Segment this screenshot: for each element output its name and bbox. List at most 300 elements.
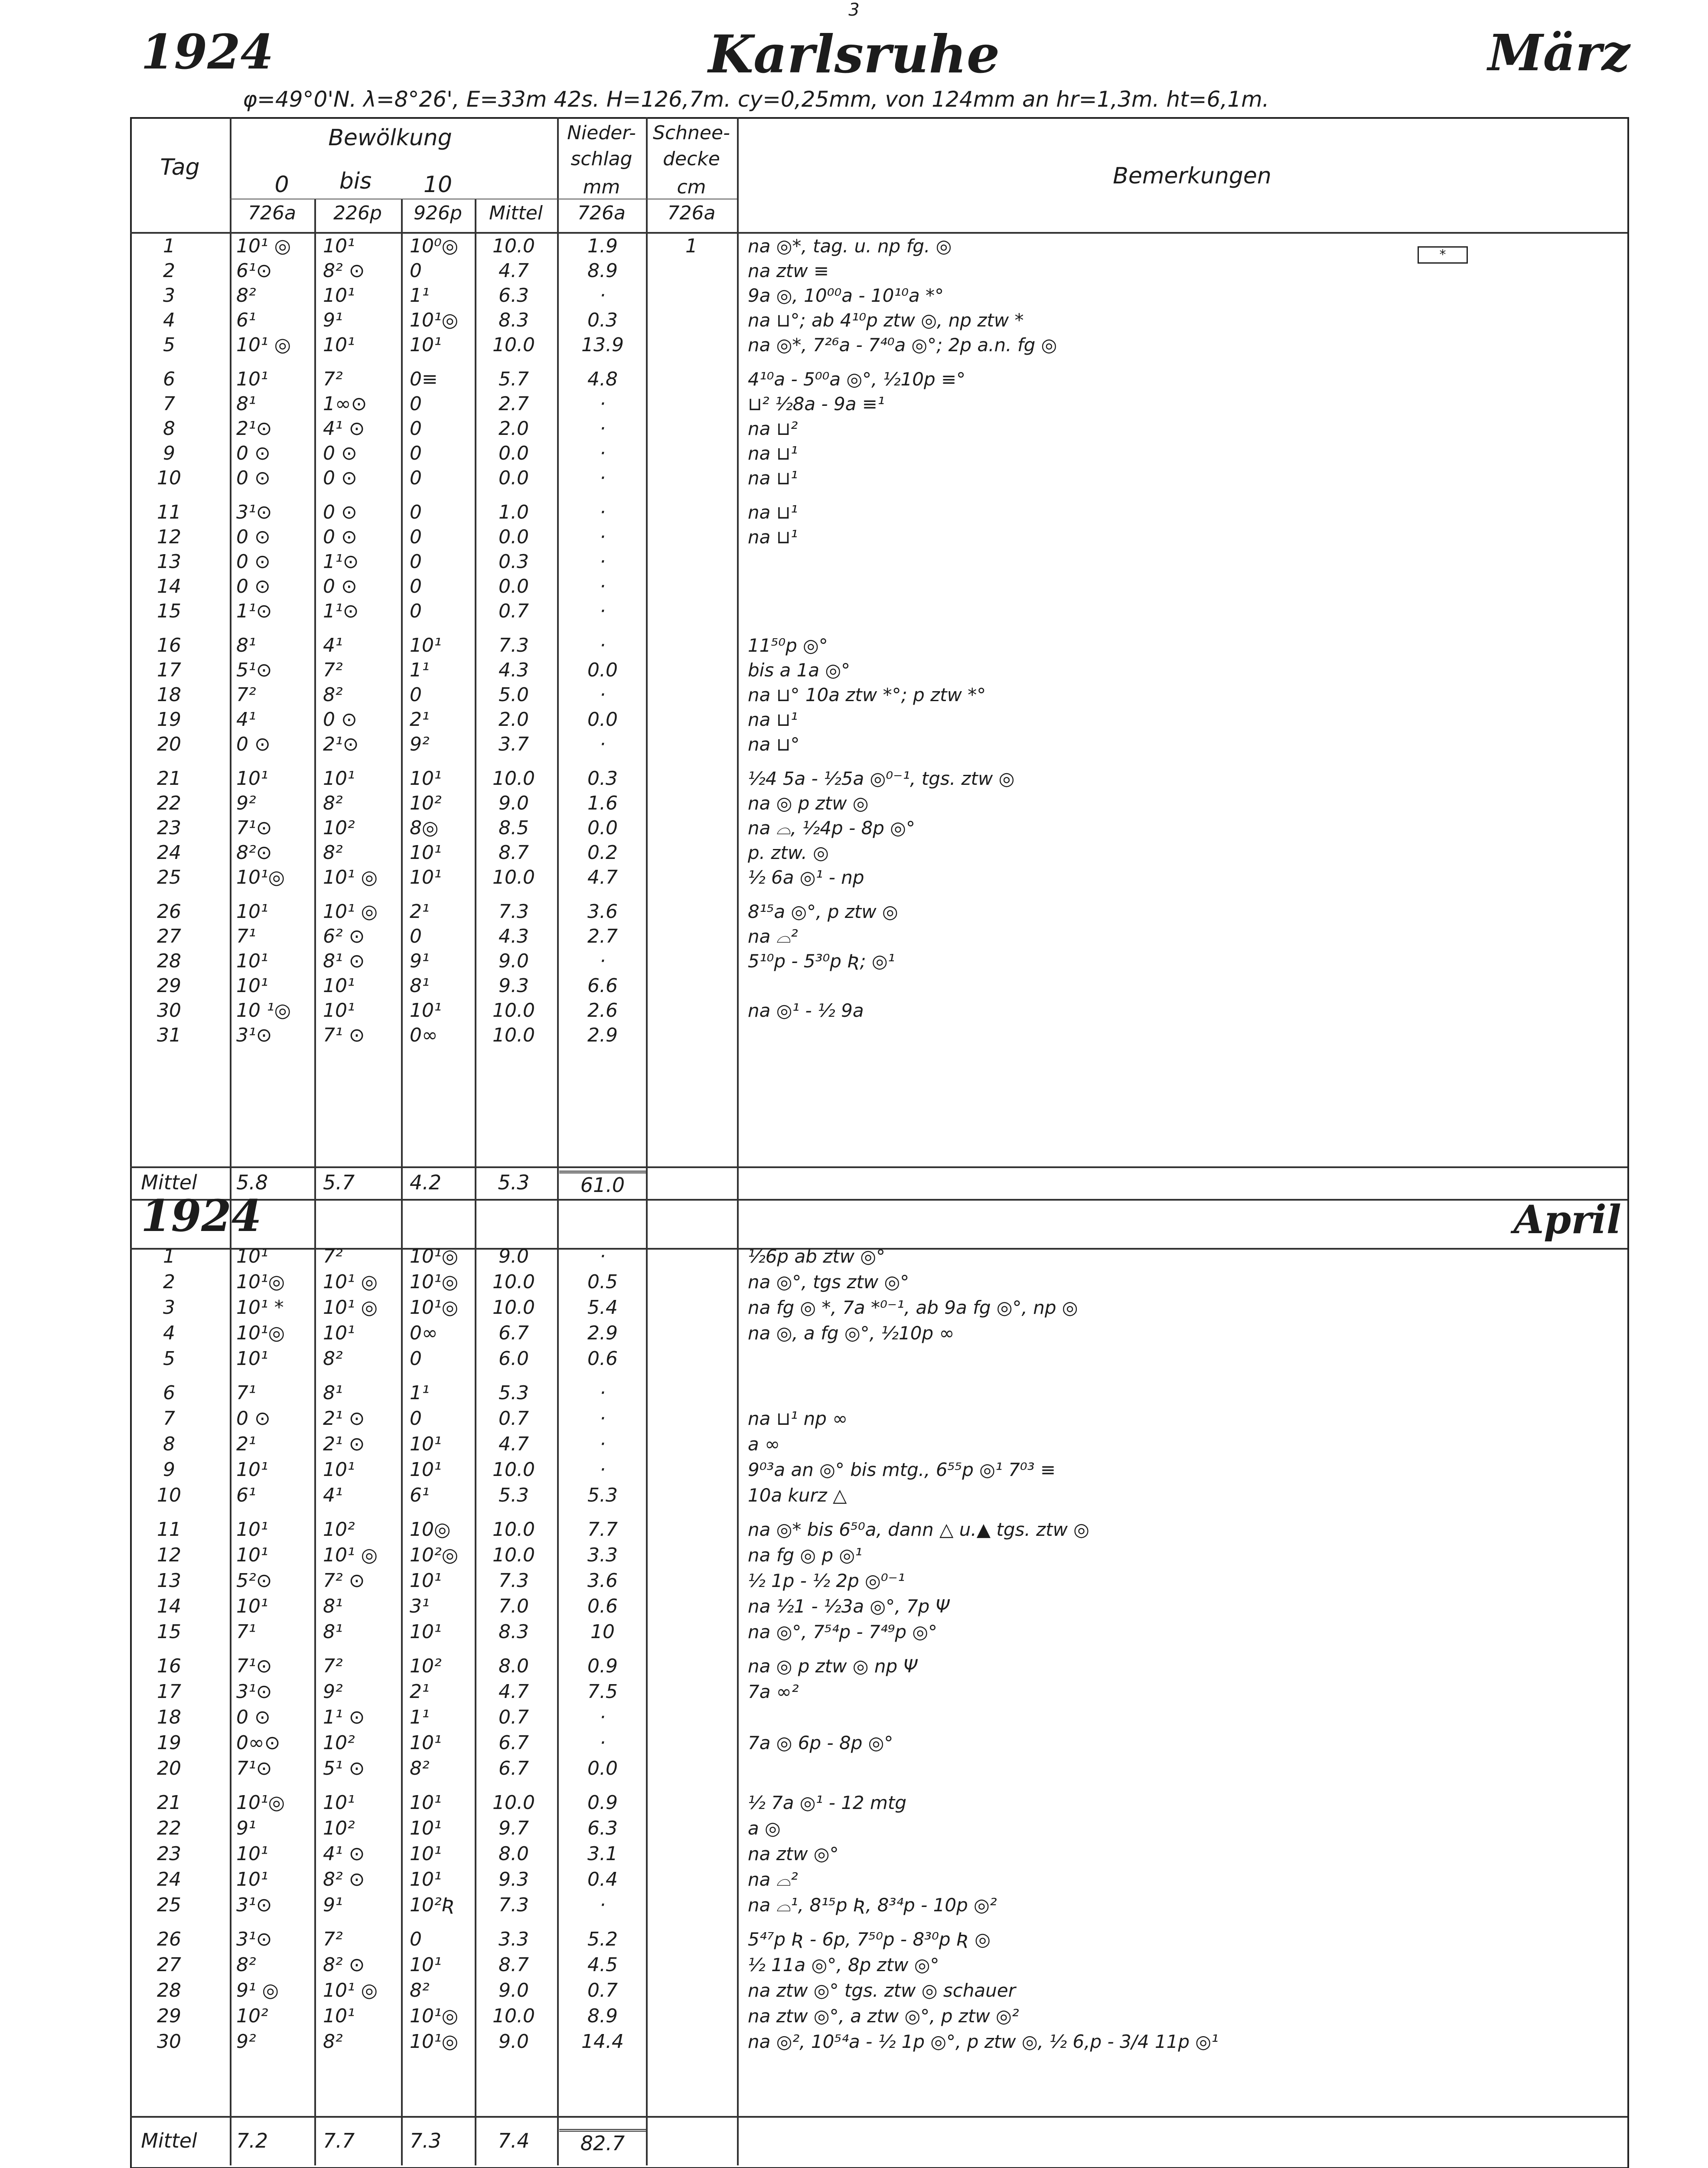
cloud-726a-cell: 7¹⊙	[236, 817, 272, 839]
remarks-cell: ½ 1p - ½ 2p ◎⁰⁻¹	[748, 1570, 905, 1591]
day-cell: 11	[157, 501, 181, 523]
day-cell: 5	[163, 334, 175, 356]
cloud-mean-cell: 4.7	[499, 260, 529, 282]
table-row	[0, 1791, 1708, 1815]
day-cell: 19	[157, 709, 181, 731]
table-row	[0, 1893, 1708, 1917]
day-cell: 23	[157, 817, 181, 839]
cloud-926p-cell: 6¹	[410, 1484, 430, 1506]
precip-cell: ·	[600, 526, 606, 548]
remarks-cell: na ⊔° 10a ztw *°; p ztw *°	[748, 684, 986, 705]
table-row	[0, 949, 1708, 973]
page-number: 3	[848, 0, 860, 20]
remarks-cell: na ⌓¹, 8¹⁵p Ʀ, 8³⁴p - 10p ◎²	[748, 1894, 997, 1916]
cloud-726a-cell: 0 ⊙	[236, 526, 271, 548]
table-row	[0, 2004, 1708, 2028]
table-row	[0, 1023, 1708, 1047]
day-cell: 4	[163, 309, 175, 331]
cloud-926p-cell: 1¹	[410, 1706, 430, 1728]
table-row	[0, 1407, 1708, 1430]
precip-cell: 4.5	[587, 1954, 618, 1976]
cloud-726a-cell: 2¹	[236, 1433, 256, 1455]
cloud-226p-cell: 10¹ ◎	[323, 901, 378, 923]
day-cell: 3	[163, 284, 175, 307]
table-row	[0, 1569, 1708, 1593]
cloud-mean-cell: 9.0	[499, 792, 529, 814]
march-mean-precip: 61.0	[559, 1171, 646, 1197]
cloud-726a-cell: 0∞⊙	[236, 1732, 280, 1754]
header-snow-2: decke	[663, 148, 720, 170]
cloud-mean-cell: 2.7	[499, 393, 529, 415]
remarks-cell: na ◎¹ - ½ 9a	[748, 1000, 864, 1021]
cloud-mean-cell: 0.0	[499, 467, 529, 489]
cloud-926p-cell: 0	[410, 260, 422, 282]
cloud-226p-cell: 7²	[323, 1655, 343, 1677]
table-row	[0, 1705, 1708, 1729]
cloud-226p-cell: 0 ⊙	[323, 442, 357, 464]
march-mean-mean: 5.3	[498, 1171, 530, 1194]
cloud-226p-cell: 4¹	[323, 634, 343, 656]
header-bottom-rule	[130, 232, 1627, 234]
precip-cell: 0.4	[587, 1868, 618, 1890]
march-mean-c2: 5.7	[323, 1171, 355, 1194]
precip-cell: 4.8	[587, 368, 618, 390]
cloud-mean-cell: 10.0	[492, 235, 535, 257]
snow-cell	[648, 841, 735, 865]
table-row	[0, 791, 1708, 815]
precip-cell: 7.7	[587, 1518, 618, 1541]
snow-cell	[648, 333, 735, 357]
day-cell: 21	[157, 1792, 181, 1814]
cloud-726a-cell: 7¹	[236, 1382, 256, 1404]
cloud-926p-cell: 10¹◎	[410, 2005, 459, 2027]
day-cell: 27	[157, 925, 181, 947]
remarks-cell	[748, 1757, 1615, 1780]
cloud-mean-cell: 9.3	[499, 1868, 529, 1890]
cloud-226p-cell: 10¹	[323, 999, 355, 1022]
cloud-926p-cell: 1¹	[410, 284, 430, 307]
cloud-926p-cell: 10¹	[410, 1459, 442, 1481]
table-row	[0, 1347, 1708, 1371]
day-cell: 22	[157, 792, 181, 814]
cloud-mean-cell: 0.3	[499, 551, 529, 573]
remarks-cell: na ztw ◎°	[748, 1843, 839, 1864]
year-heading: 1924	[141, 24, 274, 80]
precip-cell: 5.2	[587, 1928, 618, 1950]
april-mean-c2: 7.7	[323, 2129, 355, 2152]
remarks-cell: ½ 7a ◎¹ - 12 mtg	[748, 1792, 907, 1813]
table-row	[0, 599, 1708, 623]
table-row	[0, 1321, 1708, 1345]
day-cell: 29	[157, 2005, 181, 2027]
cloud-mean-cell: 3.3	[499, 1928, 529, 1950]
precip-cell: 0.6	[587, 1348, 618, 1370]
cloud-226p-cell: 7¹ ⊙	[323, 1024, 365, 1046]
cloud-mean-cell: 5.0	[499, 684, 529, 706]
day-cell: 1	[163, 235, 175, 257]
cloud-mean-cell: 10.0	[492, 1024, 535, 1046]
cloud-mean-cell: 2.0	[499, 709, 529, 731]
cloud-926p-cell: 0∞	[410, 1322, 438, 1344]
cloud-226p-cell: 0 ⊙	[323, 709, 357, 731]
april-mean-precip: 82.7	[559, 2129, 646, 2155]
snow-cell	[648, 999, 735, 1022]
table-row	[0, 575, 1708, 598]
precip-cell: ·	[600, 1245, 606, 1267]
table-row	[0, 1654, 1708, 1678]
cloud-226p-cell: 10²	[323, 817, 355, 839]
cloud-926p-cell: 10¹	[410, 866, 442, 888]
cloud-226p-cell: 8²	[323, 2031, 343, 2053]
cloud-726a-cell: 5¹⊙	[236, 659, 272, 681]
snow-cell	[648, 924, 735, 948]
header-precip-time: 726a	[577, 202, 626, 224]
cloud-926p-cell: 2¹	[410, 1681, 430, 1703]
cloud-mean-cell: 10.0	[492, 1792, 535, 1814]
cloud-726a-cell: 10¹ *	[236, 1296, 284, 1319]
day-cell: 14	[157, 1595, 181, 1617]
cloud-926p-cell: 1¹	[410, 659, 430, 681]
table-row	[0, 284, 1708, 307]
table-row	[0, 308, 1708, 332]
table-row	[0, 550, 1708, 574]
cloud-726a-cell: 1¹⊙	[236, 600, 272, 622]
cloud-926p-cell: 10¹◎	[410, 1245, 459, 1267]
cloud-726a-cell: 8¹	[236, 393, 256, 415]
day-cell: 16	[157, 1655, 181, 1677]
precip-cell: 2.9	[587, 1024, 618, 1046]
remarks-cell: na ◎ p ztw ◎ np Ψ	[748, 1655, 918, 1677]
table-row	[0, 234, 1708, 258]
cloud-226p-cell: 10¹	[323, 1459, 355, 1481]
cloud-226p-cell: 4¹	[323, 1484, 343, 1506]
table-row	[0, 633, 1708, 657]
precip-cell: 0.9	[587, 1655, 618, 1677]
cloud-mean-cell: 4.7	[499, 1433, 529, 1455]
day-cell: 7	[163, 393, 175, 415]
snow-cell	[648, 525, 735, 549]
remarks-cell: na ztw ◎°, a ztw ◎°, p ztw ◎²	[748, 2005, 1019, 2027]
table-row	[0, 658, 1708, 682]
remarks-cell: p. ztw. ◎	[748, 842, 829, 863]
cloud-926p-cell: 10¹	[410, 1843, 442, 1865]
cloud-226p-cell: 10¹ ◎	[323, 1979, 378, 2001]
remarks-cell: bis a 1a ◎°	[748, 660, 851, 681]
cloud-726a-cell: 10¹	[236, 767, 268, 790]
precip-cell: 3.3	[587, 1544, 618, 1566]
cloud-726a-cell: 8²⊙	[236, 842, 272, 864]
precip-cell: 8.9	[587, 2005, 618, 2027]
header-snow-time: 726a	[667, 202, 716, 224]
snow-cell	[648, 974, 735, 998]
cloud-926p-cell: 10¹	[410, 1732, 442, 1754]
cloud-726a-cell: 8¹	[236, 634, 256, 656]
cloud-926p-cell: 8²	[410, 1979, 430, 2001]
cloud-mean-cell: 8.7	[499, 1954, 529, 1976]
remarks-cell: na ⊔¹	[748, 709, 798, 730]
cloud-mean-cell: 8.5	[499, 817, 529, 839]
cloud-mean-cell: 6.7	[499, 1322, 529, 1344]
cloud-226p-cell: 8¹	[323, 1621, 343, 1643]
cloud-226p-cell: 4¹ ⊙	[323, 1843, 365, 1865]
remarks-cell	[748, 575, 1615, 598]
cloud-926p-cell: 1¹	[410, 1382, 430, 1404]
table-row	[0, 392, 1708, 416]
header-precip-1: Nieder-	[567, 122, 636, 144]
cloud-726a-cell: 10¹	[236, 1595, 268, 1617]
remarks-cell: na ◎°, tgs ztw ◎°	[748, 1271, 909, 1293]
cloud-226p-cell: 1¹⊙	[323, 551, 359, 573]
day-cell: 30	[157, 2031, 181, 2053]
precip-cell: 0.3	[587, 309, 618, 331]
precip-cell: 1.6	[587, 792, 618, 814]
cloud-726a-cell: 0 ⊙	[236, 575, 271, 598]
cloud-226p-cell: 10¹ ◎	[323, 1296, 378, 1319]
cloud-226p-cell: 0 ⊙	[323, 526, 357, 548]
cloud-926p-cell: 10⁰◎	[410, 235, 459, 257]
cloud-226p-cell: 10¹	[323, 235, 355, 257]
cloud-926p-cell: 10²◎	[410, 1544, 459, 1566]
cloud-226p-cell: 10¹	[323, 1792, 355, 1814]
table-row	[0, 1296, 1708, 1319]
precip-cell: ·	[600, 284, 606, 307]
cloud-mean-cell: 5.7	[499, 368, 529, 390]
cloud-726a-cell: 7¹⊙	[236, 1655, 272, 1677]
table-row	[0, 732, 1708, 756]
day-cell: 5	[163, 1348, 175, 1370]
remarks-cell: na ⌓²	[748, 926, 798, 947]
remarks-cell: na fg ◎ p ◎¹	[748, 1544, 862, 1566]
snow-cell	[648, 900, 735, 924]
remarks-cell: na ◎, a fg ◎°, ½10p ∞	[748, 1322, 955, 1344]
cloud-mean-cell: 10.0	[492, 1518, 535, 1541]
cloud-226p-cell: 10¹ ◎	[323, 866, 378, 888]
cloud-726a-cell: 9¹ ◎	[236, 1979, 279, 2001]
day-cell: 26	[157, 1928, 181, 1950]
snow-cell	[648, 500, 735, 524]
table-row	[0, 500, 1708, 524]
cloud-226p-cell: 0 ⊙	[323, 501, 357, 523]
cloud-mean-cell: 0.7	[499, 600, 529, 622]
table-row	[0, 1483, 1708, 1507]
cloud-mean-cell: 4.7	[499, 1681, 529, 1703]
day-cell: 28	[157, 950, 181, 972]
cloud-226p-cell: 10²	[323, 1518, 355, 1541]
cloud-226p-cell: 9¹	[323, 309, 343, 331]
precip-cell: 0.7	[587, 1979, 618, 2001]
remarks-cell	[748, 599, 1615, 623]
header-day: Tag	[160, 154, 200, 180]
cloud-926p-cell: 0≡	[410, 368, 438, 390]
cloud-726a-cell: 7¹⊙	[236, 1757, 272, 1779]
cloud-226p-cell: 8²	[323, 684, 343, 706]
cloud-mean-cell: 5.3	[499, 1484, 529, 1506]
cloud-226p-cell: 10¹	[323, 2005, 355, 2027]
cloud-726a-cell: 7¹	[236, 1621, 256, 1643]
cloud-mean-cell: 8.3	[499, 309, 529, 331]
remarks-cell: na ⌓²	[748, 1869, 798, 1890]
cloud-mean-cell: 7.3	[499, 1894, 529, 1916]
remarks-cell	[748, 550, 1615, 574]
remarks-cell: 5¹⁰p - 5³⁰p Ʀ; ◎¹	[748, 950, 895, 972]
cloud-mean-cell: 0.7	[499, 1407, 529, 1430]
april-mean-label: Mittel	[141, 2129, 197, 2152]
day-cell: 28	[157, 1979, 181, 2001]
day-cell: 18	[157, 684, 181, 706]
cloud-726a-cell: 0 ⊙	[236, 442, 271, 464]
cloud-mean-cell: 9.0	[499, 1245, 529, 1267]
cloud-226p-cell: 10¹	[323, 334, 355, 356]
remarks-cell: na ⊔²	[748, 418, 798, 439]
table-row	[0, 1381, 1708, 1405]
remarks-cell: na ztw ≡	[748, 260, 829, 281]
cloud-726a-cell: 10¹	[236, 1518, 268, 1541]
cloud-726a-cell: 6¹⊙	[236, 260, 272, 282]
snow-cell	[648, 392, 735, 416]
precip-cell: 0.5	[587, 1271, 618, 1293]
remarks-cell: 9⁰³a an ◎° bis mtg., 6⁵⁵p ◎¹ 7⁰³ ≡	[748, 1459, 1056, 1480]
snow-cell	[648, 767, 735, 790]
cloud-226p-cell: 8² ⊙	[323, 1868, 365, 1890]
cloud-726a-cell: 9²	[236, 2031, 256, 2053]
cloud-926p-cell: 9²	[410, 733, 430, 755]
precip-cell: 5.4	[587, 1296, 618, 1319]
cloud-926p-cell: 0	[410, 684, 422, 706]
remarks-cell: ½ 6a ◎¹ - np	[748, 867, 864, 888]
cloud-926p-cell: 0	[410, 418, 422, 440]
snow-cell	[648, 575, 735, 598]
cloud-926p-cell: 0	[410, 442, 422, 464]
remarks-cell: na ztw ◎° tgs. ztw ◎ schauer	[748, 1980, 1016, 2001]
day-cell: 9	[163, 1459, 175, 1481]
precip-cell: ·	[600, 1732, 606, 1754]
cloud-mean-cell: 4.3	[499, 925, 529, 947]
table-row	[0, 1927, 1708, 1951]
cloud-926p-cell: 10¹	[410, 634, 442, 656]
cloud-226p-cell: 8² ⊙	[323, 1954, 365, 1976]
snow-cell	[648, 865, 735, 889]
cloud-mean-cell: 2.0	[499, 418, 529, 440]
snow-cell	[648, 367, 735, 391]
remarks-cell	[748, 1023, 1615, 1047]
cloud-926p-cell: 0	[410, 600, 422, 622]
cloud-926p-cell: 10¹	[410, 1792, 442, 1814]
cloud-226p-cell: 8² ⊙	[323, 260, 365, 282]
cloud-726a-cell: 10 ¹◎	[236, 999, 291, 1022]
day-cell: 25	[157, 866, 181, 888]
precip-cell: 5.3	[587, 1484, 618, 1506]
header-precip-unit: mm	[583, 176, 620, 198]
cloud-mean-cell: 5.3	[499, 1382, 529, 1404]
table-row	[0, 1816, 1708, 1840]
cloud-726a-cell: 10¹◎	[236, 1271, 285, 1293]
cloud-726a-cell: 10²	[236, 2005, 268, 2027]
april-top-rule	[130, 1199, 1627, 1201]
cloud-926p-cell: 0	[410, 575, 422, 598]
snow-cell	[648, 732, 735, 756]
cloud-726a-cell: 7¹	[236, 925, 256, 947]
cloud-926p-cell: 8¹	[410, 975, 430, 997]
precip-cell: 2.7	[587, 925, 618, 947]
cloud-926p-cell: 10¹	[410, 1817, 442, 1839]
cloud-mean-cell: 9.0	[499, 950, 529, 972]
table-row	[0, 1518, 1708, 1541]
day-cell: 16	[157, 634, 181, 656]
table-row	[0, 708, 1708, 731]
cloud-226p-cell: 1¹⊙	[323, 600, 359, 622]
precip-cell: ·	[600, 551, 606, 573]
day-cell: 25	[157, 1894, 181, 1916]
table-row	[0, 900, 1708, 924]
cloud-mean-cell: 1.0	[499, 501, 529, 523]
cloud-mean-cell: 6.3	[499, 284, 529, 307]
table-row	[0, 525, 1708, 549]
remarks-cell: 7a ◎ 6p - 8p ◎°	[748, 1732, 893, 1753]
precip-cell: ·	[600, 418, 606, 440]
day-cell: 19	[157, 1732, 181, 1754]
remarks-cell: ½4 5a - ½5a ◎⁰⁻¹, tgs. ztw ◎	[748, 768, 1015, 789]
table-row	[0, 1731, 1708, 1755]
table-row	[0, 466, 1708, 490]
remarks-cell: na ⊔¹	[748, 443, 798, 464]
day-cell: 3	[163, 1296, 175, 1319]
cloud-mean-cell: 9.3	[499, 975, 529, 997]
cloud-226p-cell: 2¹⊙	[323, 733, 359, 755]
cloud-226p-cell: 6² ⊙	[323, 925, 365, 947]
march-mean-rule	[130, 1166, 1627, 1168]
cloud-926p-cell: 0	[410, 1407, 422, 1430]
precip-cell: ·	[600, 1407, 606, 1430]
cloud-226p-cell: 7²	[323, 1928, 343, 1950]
cloud-226p-cell: 0 ⊙	[323, 575, 357, 598]
cloud-mean-cell: 7.3	[499, 634, 529, 656]
remarks-cell: na ◎*, 7²⁶a - 7⁴⁰a ◎°; 2p a.n. fg ◎	[748, 334, 1057, 356]
cloud-mean-cell: 10.0	[492, 1544, 535, 1566]
april-year-heading: 1924	[141, 1190, 262, 1241]
precip-cell: ·	[600, 1433, 606, 1455]
cloud-726a-cell: 10¹	[236, 975, 268, 997]
cloud-226p-cell: 9¹	[323, 1894, 343, 1916]
remarks-cell: na ⊔¹ np ∞	[748, 1408, 848, 1429]
day-cell: 12	[157, 526, 181, 548]
cloud-226p-cell: 10²	[323, 1732, 355, 1754]
cloud-226p-cell: 10¹	[323, 1322, 355, 1344]
remarks-cell	[748, 974, 1615, 998]
table-row	[0, 1270, 1708, 1294]
cloud-926p-cell: 2¹	[410, 709, 430, 731]
precip-cell: 6.3	[587, 1817, 618, 1839]
day-cell: 17	[157, 1681, 181, 1703]
station-coordinates: φ=49°0'N. λ=8°26', E=33m 42s. H=126,7m. cy=0,25mm, von 124mm an hr=1,3m. ht=6,1m.	[243, 87, 1269, 112]
precip-cell: ·	[600, 684, 606, 706]
day-cell: 18	[157, 1706, 181, 1728]
cloud-726a-cell: 0 ⊙	[236, 1407, 271, 1430]
remarks-cell: na ◎°, 7⁵⁴p - 7⁴⁹p ◎°	[748, 1621, 938, 1642]
table-row	[0, 974, 1708, 998]
remarks-cell: 7a ∞²	[748, 1681, 799, 1702]
march-mean-label: Mittel	[141, 1171, 197, 1194]
cloud-726a-cell: 0 ⊙	[236, 1706, 271, 1728]
table-row	[0, 1458, 1708, 1482]
remarks-cell: na ◎* bis 6⁵⁰a, dann △ u.▲ tgs. ztw ◎	[748, 1519, 1089, 1540]
cloud-mean-cell: 9.0	[499, 2031, 529, 2053]
table-row	[0, 1594, 1708, 1618]
cloud-226p-cell: 1¹ ⊙	[323, 1706, 365, 1728]
table-row	[0, 1953, 1708, 1977]
snow-cell	[648, 791, 735, 815]
cloud-726a-cell: 2¹⊙	[236, 418, 272, 440]
day-cell: 7	[163, 1407, 175, 1430]
